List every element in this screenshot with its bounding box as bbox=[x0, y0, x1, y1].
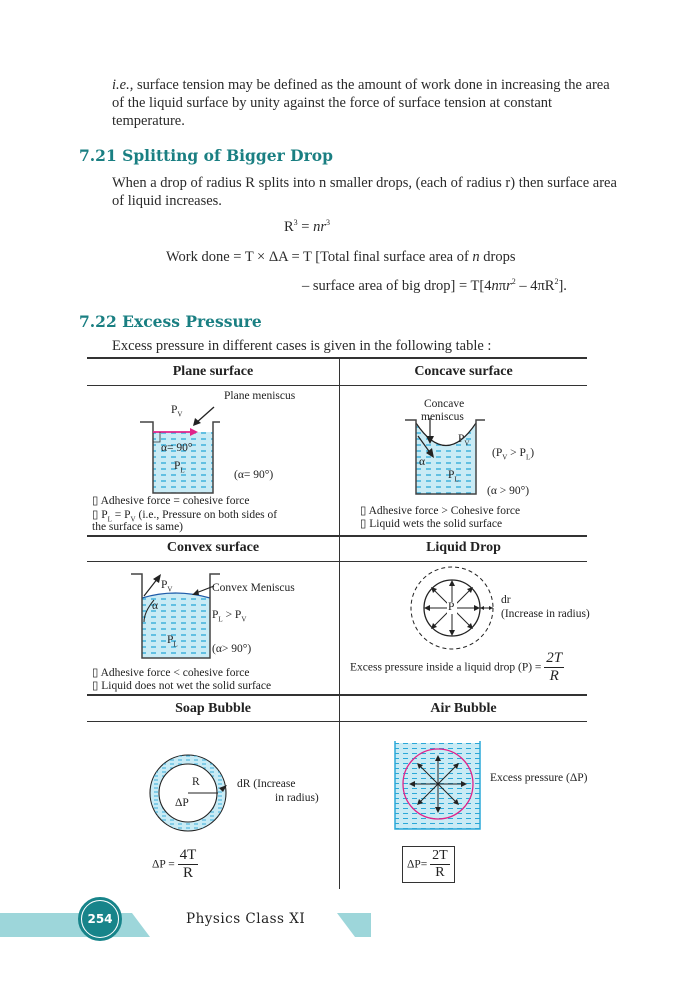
intro-text: surface tension may be defined as the amount of work done in increasing the area of the liquid surface by unity against the force of surface tension at constant temperature. bbox=[112, 77, 610, 129]
note-plane-2: ▯ $P_L = P_V$ (i.e., Pressure on both sides of bbox=[92, 509, 278, 524]
label-convex-meniscus: Convex Meniscus bbox=[212, 582, 295, 594]
note-convex-1: ▯ Adhesive force < cohesive force bbox=[92, 667, 250, 679]
label-pv: $P_V$ bbox=[161, 579, 173, 594]
equation-work-line2: – surface area of big drop] = $T[4n\pi r^2 - 4\pi R^2]$. bbox=[302, 277, 567, 294]
section-7-22-paragraph: Excess pressure in different cases is given in the following table : bbox=[112, 338, 492, 354]
label-pl: $P_L$ bbox=[174, 460, 185, 475]
note-plane-1: ▯ Adhesive force = cohesive force bbox=[92, 495, 250, 507]
label-dr: dR (Increase bbox=[237, 778, 296, 790]
label-dr: dr bbox=[501, 594, 511, 606]
table-column-divider bbox=[339, 357, 340, 889]
concave-surface-diagram bbox=[405, 418, 485, 498]
label-concave: Concave bbox=[424, 398, 465, 410]
soap-bubble-diagram bbox=[145, 750, 240, 845]
note-convex-2: ▯ Liquid does not wet the solid surface bbox=[92, 680, 272, 692]
label-r: R bbox=[192, 776, 200, 788]
label-condition: (α= 90°) bbox=[234, 469, 274, 481]
label-pl: $P_L$ bbox=[448, 469, 459, 484]
note-plane-3: the surface is same) bbox=[92, 521, 184, 533]
formula-air-bubble: ΔP= $\frac{2T}{R}$ bbox=[402, 846, 455, 883]
table-rule bbox=[87, 694, 587, 696]
table-rule bbox=[87, 721, 587, 722]
note-concave-2: ▯ Liquid wets the solid surface bbox=[360, 518, 503, 530]
label-relation: $(P_V > P_L)$ bbox=[492, 447, 535, 462]
cell-title-air-bubble: Air Bubble bbox=[430, 701, 497, 716]
equation-work-line1: Work done = T × ΔA = T [Total final surface area of n drops bbox=[166, 249, 516, 265]
note-concave-1: ▯ Adhesive force > Cohesive force bbox=[360, 505, 521, 517]
table-rule bbox=[87, 385, 587, 386]
air-bubble-diagram bbox=[393, 741, 483, 831]
label-alpha: α= 90° bbox=[161, 442, 193, 454]
table-border-top bbox=[87, 357, 587, 359]
label-alpha: α bbox=[152, 600, 159, 612]
arrow-icon bbox=[190, 405, 220, 430]
formula-liquid-drop: Excess pressure inside a liquid drop (P) = $\frac{2T}{R}$ bbox=[350, 650, 563, 684]
label-relation: $P_L > P_V$ bbox=[212, 609, 247, 624]
label-plane-meniscus: Plane meniscus bbox=[224, 390, 296, 402]
label-condition: (α > 90°) bbox=[487, 485, 530, 497]
intro-paragraph bbox=[112, 76, 617, 130]
cell-title-liquid-drop: Liquid Drop bbox=[426, 540, 501, 555]
table-rule bbox=[87, 561, 587, 562]
label-alpha: α bbox=[419, 456, 426, 468]
label-delta-p: ΔP bbox=[175, 797, 189, 809]
label-pl: $P_L$ bbox=[167, 634, 178, 649]
label-meniscus: meniscus bbox=[421, 411, 464, 423]
cell-title-convex: Convex surface bbox=[166, 540, 260, 555]
table-rule bbox=[87, 535, 587, 537]
label-pv: $P_V$ bbox=[458, 433, 470, 448]
label-pv: $P_V$ bbox=[171, 404, 183, 419]
formula-soap-bubble: ΔP = $\frac{4T}{R}$ bbox=[152, 847, 197, 881]
label-p: P bbox=[448, 601, 455, 613]
label-increase-in-radius: (Increase in radius) bbox=[501, 608, 590, 620]
intro-lead: i.e., bbox=[112, 77, 134, 93]
cell-title-plane: Plane surface bbox=[172, 364, 254, 379]
label-in-radius: in radius) bbox=[275, 792, 319, 804]
section-heading-7-21: 7.21 Splitting of Bigger Drop bbox=[79, 146, 333, 165]
cell-title-soap-bubble: Soap Bubble bbox=[175, 701, 251, 716]
cell-title-concave: Concave surface bbox=[414, 364, 513, 379]
book-title: Physics Class XI bbox=[186, 911, 306, 927]
label-excess-pressure: Excess pressure (ΔP) bbox=[490, 772, 588, 784]
label-condition: (α> 90°) bbox=[212, 643, 252, 655]
section-7-21-paragraph: When a drop of radius R splits into n smaller drops, (each of radius r) then surface area of liquid increases. bbox=[112, 175, 617, 209]
page-number-badge: 254 bbox=[82, 901, 118, 937]
section-heading-7-22: 7.22 Excess Pressure bbox=[79, 312, 262, 331]
footer-band-right bbox=[335, 912, 375, 940]
equation-volume: $R^3 = nr^3$ bbox=[284, 218, 331, 235]
